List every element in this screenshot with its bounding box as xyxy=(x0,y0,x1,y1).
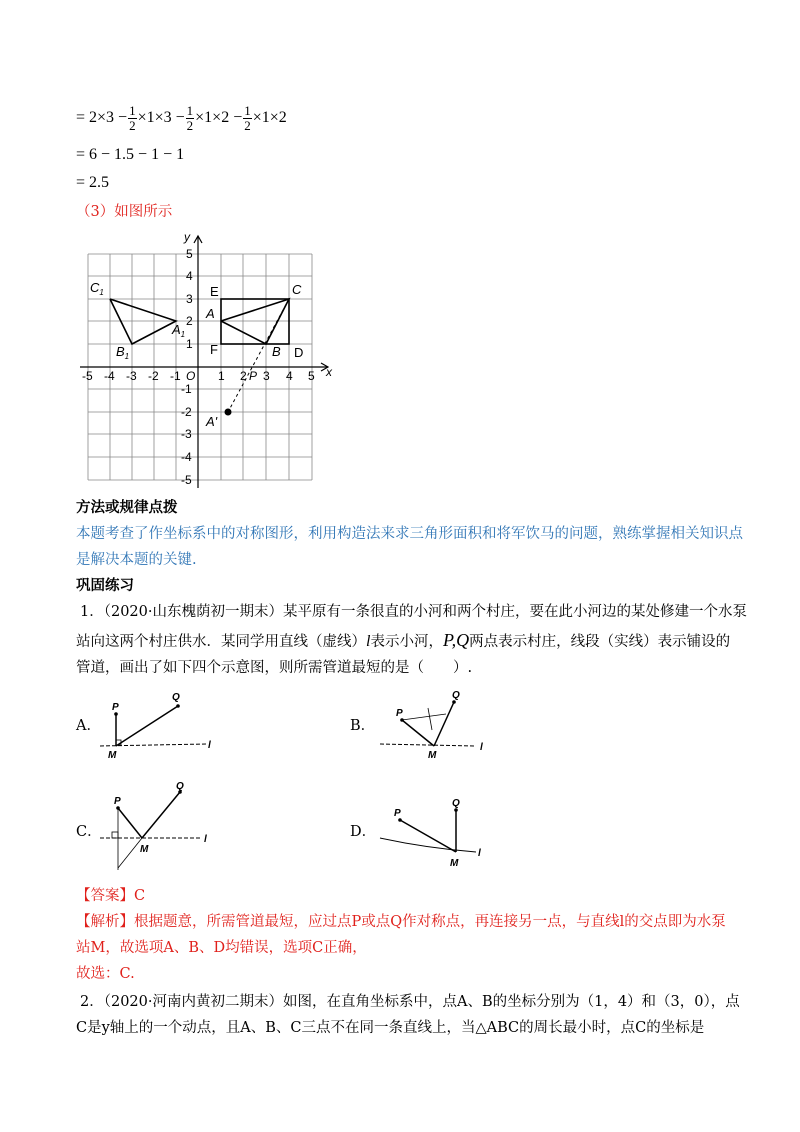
x-tick: 3 xyxy=(263,369,270,383)
point-A1-label: $A_1$ xyxy=(172,322,186,339)
svg-text:P: P xyxy=(394,808,401,819)
y-tick: 5 xyxy=(186,247,193,261)
fraction-half: $\frac{1}{2}$ xyxy=(244,103,251,133)
y-tick: 1 xyxy=(186,337,193,351)
x-tick: 2 xyxy=(240,369,247,383)
method-text-line-2: 是解决本题的关键. xyxy=(76,552,197,568)
y-tick: -1 xyxy=(181,382,192,396)
point-C1-label: $C_1$ xyxy=(90,280,104,297)
svg-text:Q: Q xyxy=(176,782,184,792)
point-P-label: P xyxy=(249,369,258,383)
analysis-line-3: 故选：C. xyxy=(76,966,135,982)
q1-line-2: 站向这两个村庄供水．某同学用直线（虚线）l表示小河，P,Q两点表示村庄，线段（实线）表示铺设的 xyxy=(76,630,731,650)
svg-text:M: M xyxy=(428,750,437,761)
origin-label: O xyxy=(186,369,196,383)
part-3-label: （3）如图所示 xyxy=(76,204,173,220)
option-a-diagram[interactable] xyxy=(98,684,218,764)
q1-line-3: 管道，画出了如下四个示意图，则所需管道最短的是（ ）. xyxy=(76,660,473,676)
analysis-line-1: 【解析】根据题意，所需管道最短，应过点P或点Q作对称点，再连接另一点，与直线l的交点即为水泵 xyxy=(76,914,726,930)
svg-text:M: M xyxy=(108,750,117,761)
coordinate-graph xyxy=(80,226,340,490)
y-tick: -2 xyxy=(181,405,192,419)
method-text-line-1: 本题考查了作坐标系中的对称图形，利用构造法来求三角形面积和将军饮马的问题，熟练掌握相关知识点 xyxy=(76,526,743,542)
x-tick: -5 xyxy=(82,369,93,383)
option-d-letter[interactable]: D． xyxy=(350,824,377,840)
point-D-label: D xyxy=(294,345,304,360)
y-tick: -3 xyxy=(181,427,192,441)
svg-text:P: P xyxy=(396,708,403,719)
x-tick: 4 xyxy=(286,369,293,383)
y-tick: 3 xyxy=(186,292,193,306)
q1-line-1: 1．（2020·山东槐荫初一期末）某平原有一条很直的小河和两个村庄，要在此小河边的某处修建一个水泵 xyxy=(80,604,747,620)
fraction-half: $\frac{1}{2}$ xyxy=(186,103,194,133)
svg-text:P: P xyxy=(114,796,121,807)
x-axis-label: x xyxy=(326,365,332,379)
option-d-diagram[interactable] xyxy=(376,792,496,872)
q2-line-1: 2．（2020·河南内黄初二期末）如图，在直角坐标系中，点A、B的坐标分别为（1，4）和（3，0），点 xyxy=(80,994,740,1010)
point-A-prime-label: A' xyxy=(206,414,218,429)
option-c-diagram[interactable] xyxy=(98,782,218,872)
point-A-label: A xyxy=(206,306,215,321)
x-tick: 5 xyxy=(308,369,315,383)
point-B1-label: $B_1$ xyxy=(116,344,130,361)
point-B-label: B xyxy=(272,344,281,359)
svg-text:Q: Q xyxy=(172,692,180,703)
x-tick: -1 xyxy=(170,369,181,383)
practice-heading: 巩固练习 xyxy=(76,577,134,594)
svg-text:l: l xyxy=(204,834,207,845)
solution-line-2: = 6 − 1.5 − 1 − 1 xyxy=(76,146,185,163)
q2-line-2: C是y轴上的一个动点，且A、B、C三点不在同一条直线上，当△ABC的周长最小时，点C的坐标是 xyxy=(76,1020,705,1036)
svg-text:l: l xyxy=(478,848,481,859)
option-b-letter[interactable]: B． xyxy=(350,718,376,734)
y-tick: -4 xyxy=(181,450,192,464)
svg-text:M: M xyxy=(450,858,459,869)
solution-line-1: = 2×3 − $\frac{1}{2}$ ×1×3 − $\frac{1}{2}$ ×1×2 − $\frac{1}{2}$ ×1×2 xyxy=(76,103,287,133)
svg-text:Q: Q xyxy=(452,690,460,701)
svg-text:M: M xyxy=(140,844,149,855)
analysis-line-2: 站M，故选项A、B、D均错误，选项C正确， xyxy=(76,940,367,956)
x-tick: -2 xyxy=(148,369,159,383)
svg-text:Q: Q xyxy=(452,798,460,809)
y-tick: -5 xyxy=(181,473,192,487)
x-tick: 1 xyxy=(218,369,225,383)
option-a-letter[interactable]: A． xyxy=(76,718,101,734)
svg-text:P: P xyxy=(112,702,119,713)
option-c-letter[interactable]: C． xyxy=(76,824,102,840)
y-tick: 4 xyxy=(186,269,193,283)
method-heading: 方法或规律点拨 xyxy=(76,499,178,516)
answer-line: 【答案】C xyxy=(76,888,146,904)
y-tick: 2 xyxy=(186,314,193,328)
svg-text:l: l xyxy=(480,742,483,753)
solution-line-3: = 2.5 xyxy=(76,174,110,191)
svg-text:l: l xyxy=(208,740,211,751)
x-tick: -3 xyxy=(126,369,137,383)
option-b-diagram[interactable] xyxy=(376,684,496,764)
y-axis-label: y xyxy=(184,230,190,244)
x-tick: -4 xyxy=(104,369,115,383)
fraction-half: $\frac{1}{2}$ xyxy=(129,103,136,133)
point-F-label: F xyxy=(210,342,218,357)
point-C-label: C xyxy=(292,282,302,297)
point-E-label: E xyxy=(210,284,219,299)
